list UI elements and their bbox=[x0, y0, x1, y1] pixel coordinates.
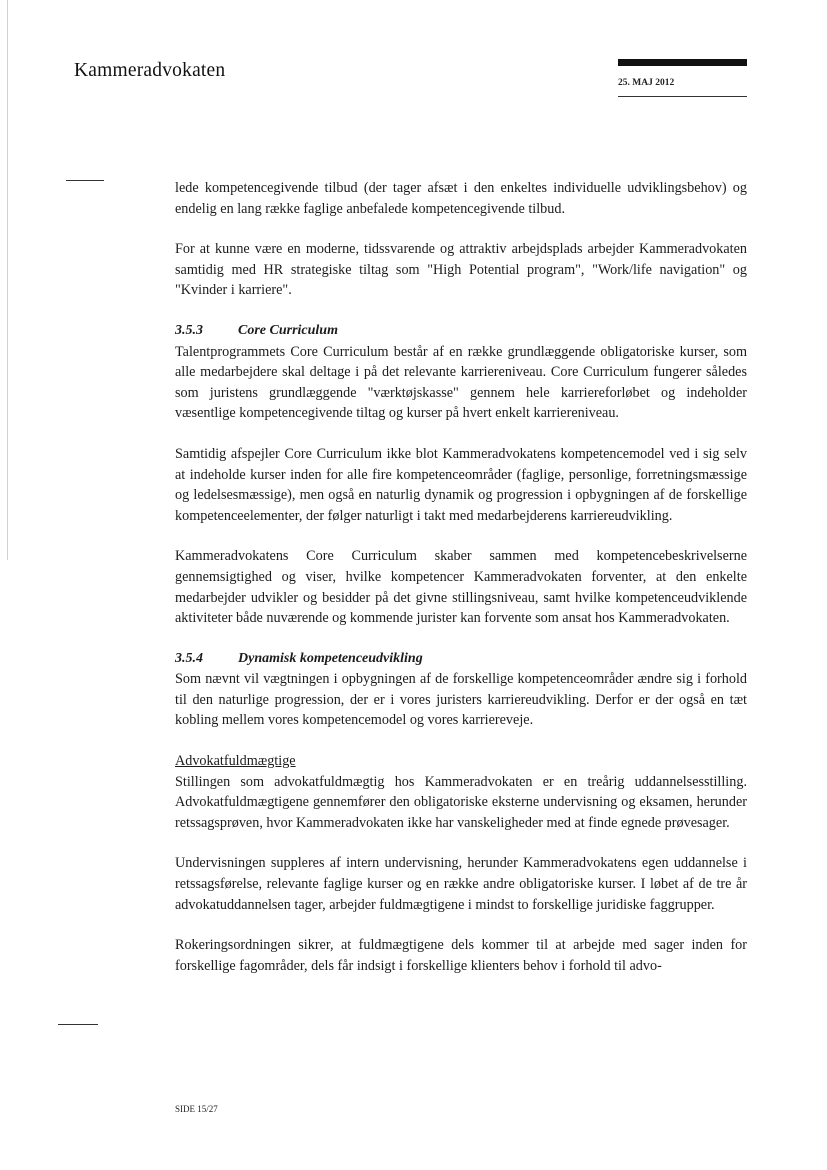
subheading-advokatfuldmaegtige: Advokatfuldmægtige bbox=[175, 753, 296, 770]
margin-mark-bottom bbox=[58, 1024, 98, 1025]
margin-mark-top bbox=[66, 180, 104, 181]
paragraph-1: lede kompetencegivende tilbud (der tager afsæt i den enkeltes individuelle udviklingsbehov) og endelig en lang række faglige anbefalede kompetencegivende tilbud. bbox=[175, 180, 747, 217]
section-number: 3.5.3 bbox=[175, 322, 203, 338]
page-number: SIDE 15/27 bbox=[175, 1104, 218, 1114]
paragraph-8: Undervisningen suppleres af intern undervisning, herunder Kammeradvokatens egen uddannelse i retssagsførelse, relevante faglige kurser og en række andre obligatoriske kurser. I løbet af de tre år advokatuddannelsen tager, arbejder fuldmægtigene i mindst to forskellige juridiske faggrupper. bbox=[175, 855, 747, 913]
section-heading-3-5-3 bbox=[175, 321, 747, 342]
paragraph-9: Rokeringsordningen sikrer, at fuldmægtigene dels kommer til at arbejde med sager inden for forskellige fagområder, dels får indsigt i forskellige klienters behov i forhold til advo- bbox=[175, 937, 747, 974]
scan-edge-line bbox=[7, 0, 8, 560]
section-heading-3-5-4 bbox=[175, 649, 747, 670]
section-title: Dynamisk kompetenceudvikling bbox=[238, 650, 423, 666]
paragraph-5: Kammeradvokatens Core Curriculum skaber sammen med kompetencebeskrivelserne gennemsigtighed og viser, hvilke kompetencer Kammeradvokaten forventer, at den enkelte medarbejder udvikler og besidder på det givne stillingsniveau, samt hvilke kompetenceudviklende aktiviteter både nuværende og kommende jurister kan forvente som ansat hos Kammeradvokaten. bbox=[175, 548, 747, 627]
section-title: Core Curriculum bbox=[238, 322, 338, 338]
section-number: 3.5.4 bbox=[175, 650, 203, 666]
header-rule bbox=[618, 96, 747, 97]
paragraph-4: Samtidig afspejler Core Curriculum ikke blot Kammeradvokatens kompetencemodel ved i sig selv at indeholde kurser inden for alle fire kompetenceområder (faglige, personlige, forretningsmæssige og ledelsesmæssige), men også en naturlig dynamik og progression i opbygningen af de forskellige kompetenceelementer, der følger naturligt i takt med medarbejderens karriereudvikling. bbox=[175, 445, 747, 524]
letterhead-title: Kammeradvokaten bbox=[74, 60, 226, 81]
header-date: 25. MAJ 2012 bbox=[618, 78, 675, 88]
paragraph-7: Stillingen som advokatfuldmægtig hos Kammeradvokaten er en treårig uddannelsesstilling. Advokatfuldmægtigene gennemfører den obligatoriske eksterne undervisning og eksamen, herunder retssagsprøven, hvor Kammeradvokaten ikke har vanskeligheder med at finde egnede prøvesager. bbox=[175, 773, 747, 831]
paragraph-3: Talentprogrammets Core Curriculum består af en række grundlæggende obligatoriske kurser, som alle medarbejdere skal deltage i på det relevante karriereniveau. Core Curriculum fungerer således som juristens grundlæggende "værktøjskasse" gennem hele karriereforløbet og indeholder væsentlige kompetencegivende tiltag og kurser på hvert enkelt karriereniveau. bbox=[175, 343, 747, 422]
paragraph-2: For at kunne være en moderne, tidssvarende og attraktiv arbejdsplads arbejder Kammeradvokaten samtidig med HR strategiske tiltag som "High Potential program", "Work/life navigation" og "Kvinder i karriere". bbox=[175, 241, 747, 299]
document-body bbox=[175, 178, 747, 976]
header-black-bar bbox=[618, 59, 747, 66]
paragraph-6: Som nævnt vil vægtningen i opbygningen af de forskellige kompetenceområder ændre sig i forhold til den naturlige progression, der er i vores juristers karriereudvikling. Derfor er der også en tæt kobling mellem vores kompetencemodel og vores karriereveje. bbox=[175, 671, 747, 729]
